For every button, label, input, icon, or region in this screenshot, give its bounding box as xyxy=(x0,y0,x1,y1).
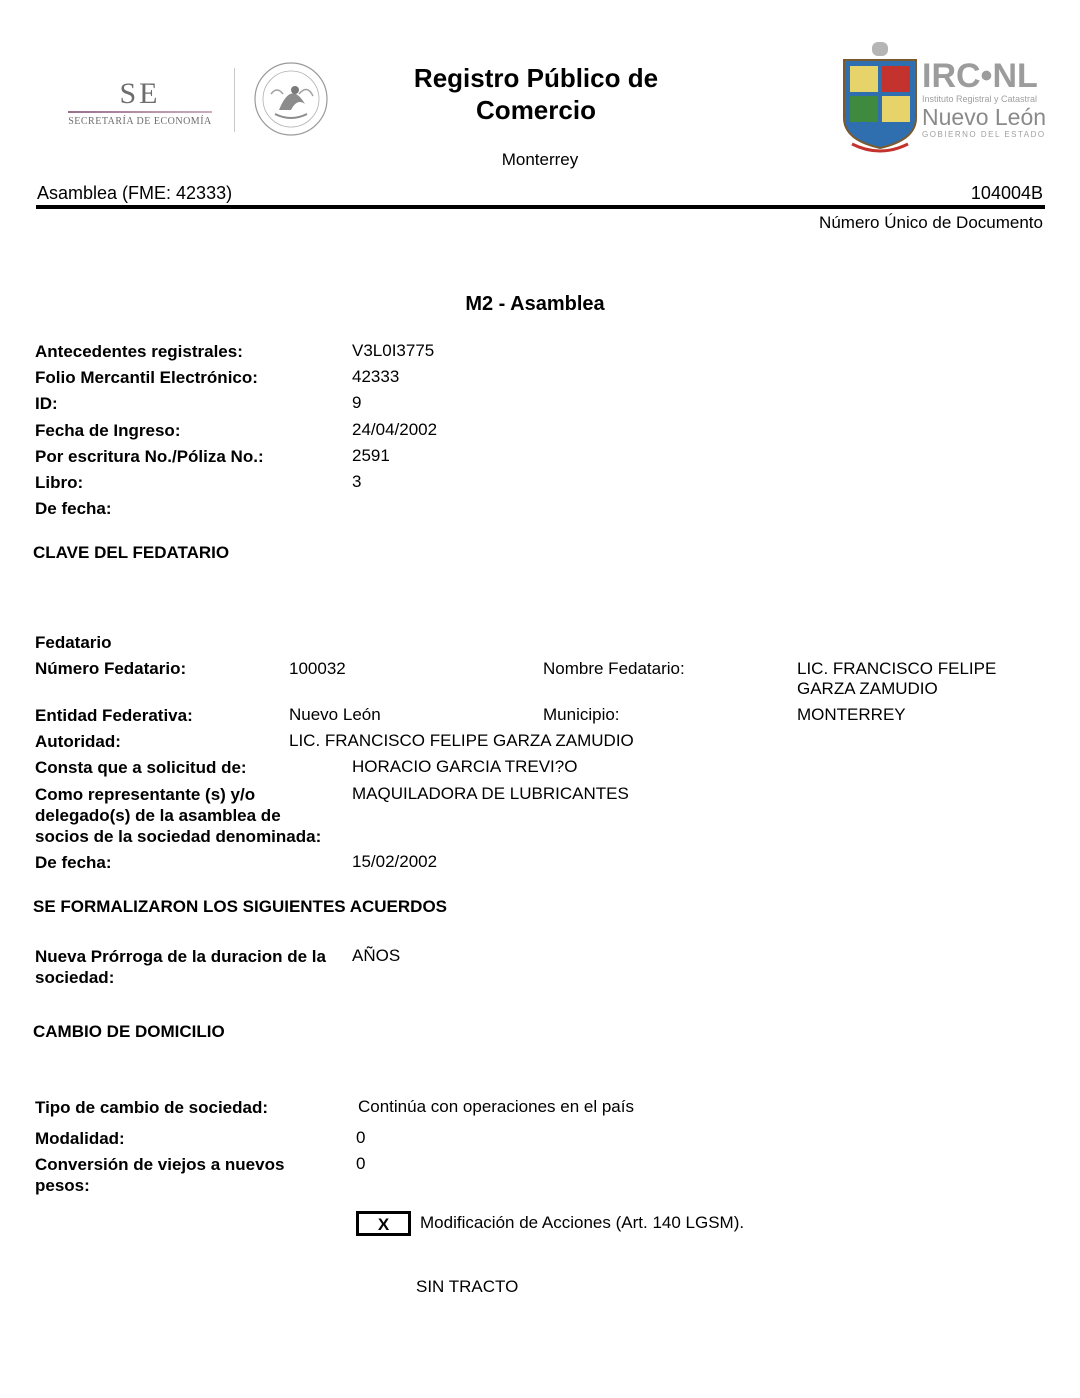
conversion-label: pesos: xyxy=(35,1176,90,1195)
conversion-value: 0 xyxy=(356,1154,366,1173)
municipio-label: Municipio: xyxy=(543,705,620,724)
de-fecha-value: 15/02/2002 xyxy=(352,852,438,871)
autoridad-label: Autoridad: xyxy=(35,732,121,751)
field-label: Libro: xyxy=(35,473,84,492)
entidad-federativa-value: Nuevo León xyxy=(289,705,381,724)
autoridad-value: LIC. FRANCISCO FELIPE GARZA ZAMUDIO xyxy=(289,731,634,750)
numero-fedatario-label: Número Fedatario: xyxy=(35,659,187,678)
modificacion-acciones-label: Modificación de Acciones (Art. 140 LGSM). xyxy=(420,1213,745,1232)
prorroga-label: Nueva Prórroga de la duracion de la xyxy=(35,947,326,966)
tipo-cambio-value: Continúa con operaciones en el país xyxy=(358,1097,634,1116)
modalidad-label: Modalidad: xyxy=(35,1129,125,1148)
document-number-label: Número Único de Documento xyxy=(819,213,1043,232)
document-title: M2 - Asamblea xyxy=(465,293,605,315)
page-title: Registro Público de Comercio xyxy=(413,63,659,125)
logo-divider xyxy=(234,68,235,132)
de-fecha-label: De fecha: xyxy=(35,853,112,872)
representante-label: delegado(s) de la asamblea de xyxy=(35,806,281,825)
representante-label: Como representante (s) y/o xyxy=(35,785,256,804)
field-value: 2591 xyxy=(352,446,390,465)
field-value: 42333 xyxy=(352,367,400,386)
irc-logo-subtitle: Instituto Registral y Catastral xyxy=(922,94,1038,104)
field-value: V3L0I3775 xyxy=(352,341,435,360)
se-logo-rule xyxy=(68,111,212,113)
nombre-fedatario-value: GARZA ZAMUDIO xyxy=(797,679,938,698)
irc-logo-government: GOBIERNO DEL ESTADO xyxy=(922,130,1046,139)
section-heading: CLAVE DEL FEDATARIO xyxy=(33,543,230,562)
document-type-reference: Asamblea (FME: 42333) xyxy=(37,183,233,203)
header-rule xyxy=(36,205,1045,209)
national-seal-icon xyxy=(249,60,333,138)
entidad-federativa-label: Entidad Federativa: xyxy=(35,706,193,725)
se-logo-text: SECRETARÍA DE ECONOMÍA xyxy=(68,116,212,127)
tipo-cambio-label: Tipo de cambio de sociedad: xyxy=(35,1098,269,1117)
modificacion-acciones-checkbox: X xyxy=(356,1211,411,1236)
representante-value: MAQUILADORA DE LUBRICANTES xyxy=(352,784,629,803)
nombre-fedatario-value: LIC. FRANCISCO FELIPE xyxy=(797,659,997,678)
consta-label: Consta que a solicitud de: xyxy=(35,758,247,777)
section-heading: CAMBIO DE DOMICILIO xyxy=(33,1022,225,1041)
document-number: 104004B xyxy=(970,183,1043,203)
irc-logo-title: IRC•NL xyxy=(922,57,1038,95)
sin-tracto-label: SIN TRACTO xyxy=(416,1277,519,1296)
prorroga-value: AÑOS xyxy=(352,946,401,965)
prorroga-label: sociedad: xyxy=(35,968,115,987)
irc-nl-logo xyxy=(922,58,1047,142)
field-label: Por escritura No./Póliza No.: xyxy=(35,447,264,466)
fedatario-label: Fedatario xyxy=(35,633,112,652)
field-value: 9 xyxy=(352,393,362,412)
irc-logo-state: Nuevo León xyxy=(922,104,1047,130)
representante-label: socios de la sociedad denominada: xyxy=(35,827,322,846)
field-label: Folio Mercantil Electrónico: xyxy=(35,368,258,387)
field-label: Fecha de Ingreso: xyxy=(35,421,181,440)
city-label: Monterrey xyxy=(501,150,579,169)
field-value: 3 xyxy=(352,472,362,491)
field-label: De fecha: xyxy=(35,499,112,518)
nuevo-leon-coat-of-arms-icon xyxy=(838,40,922,156)
nombre-fedatario-label: Nombre Fedatario: xyxy=(543,659,685,678)
numero-fedatario-value: 100032 xyxy=(289,659,346,678)
municipio-value: MONTERREY xyxy=(797,705,906,724)
secretaria-economia-logo xyxy=(66,78,216,130)
modalidad-value: 0 xyxy=(356,1128,366,1147)
section-heading: SE FORMALIZARON LOS SIGUIENTES ACUERDOS xyxy=(33,897,448,916)
conversion-label: Conversión de viejos a nuevos xyxy=(35,1155,285,1174)
consta-value: HORACIO GARCIA TREVI?O xyxy=(352,757,578,776)
se-logo-initials: SE xyxy=(119,77,161,110)
field-value: 24/04/2002 xyxy=(352,420,438,439)
field-label: ID: xyxy=(35,394,58,413)
field-label: Antecedentes registrales: xyxy=(35,342,243,361)
